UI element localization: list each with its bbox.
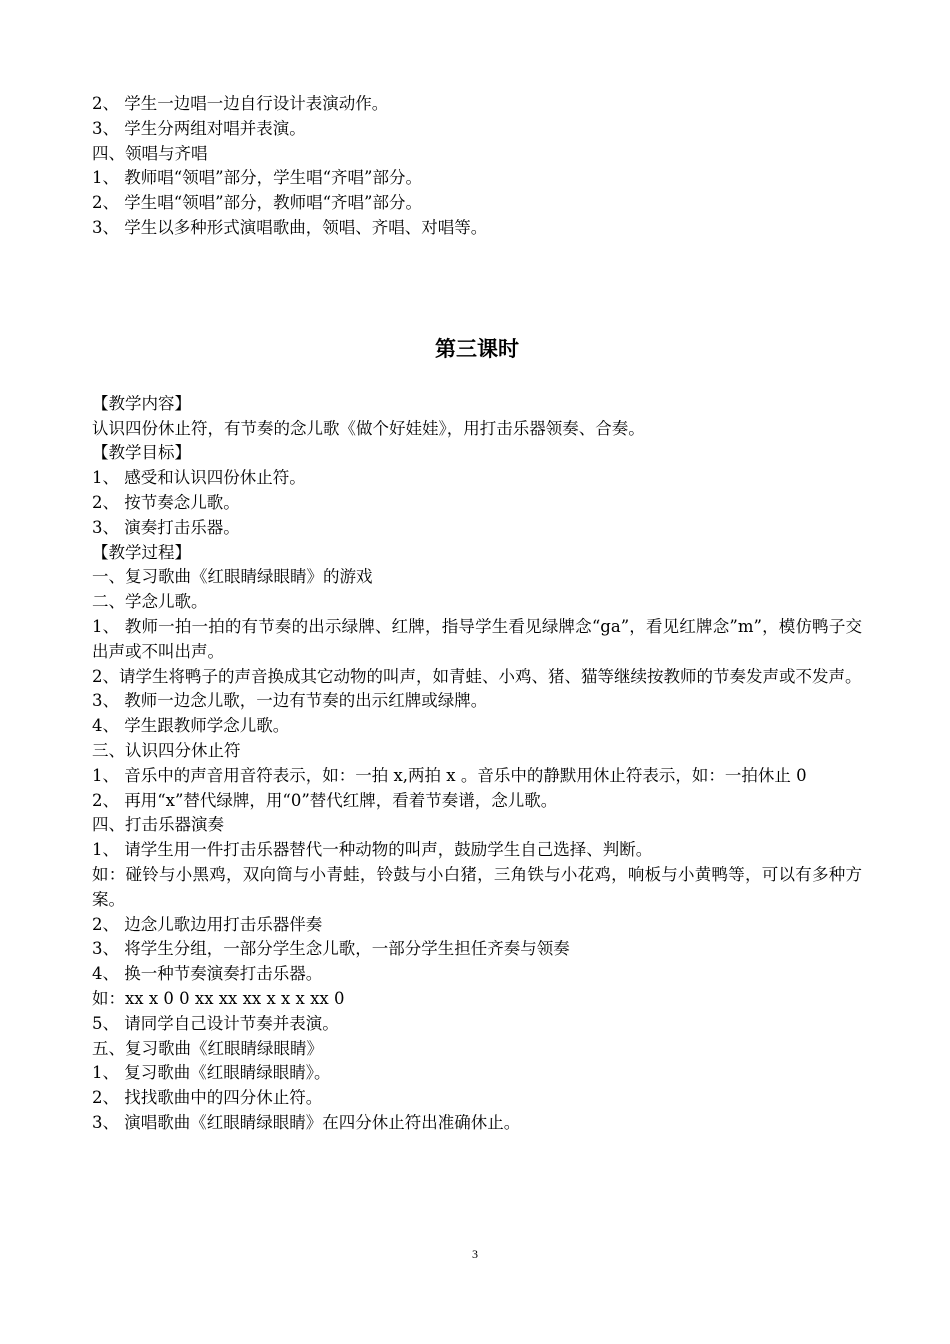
text-line: 1、 复习歌曲《红眼睛绿眼睛》。 [92, 1063, 331, 1083]
text-line: 2、 学生一边唱一边自行设计表演动作。 [92, 94, 389, 113]
text-paragraph: 1、 音乐中的声音用音符表示，如：一拍 x,两拍 x 。音乐中的静默用休止符表示，如：一拍休止 0 [92, 765, 807, 785]
text-line: 2、 再用“x”替代绿牌，用“0”替代红牌，看着节奏谱，念儿歌。 [92, 790, 558, 810]
text-line: 【教学目标】 [92, 443, 191, 463]
text-paragraph: 2、请学生将鸭子的声音换成其它动物的叫声，如青蛙、小鸡、猪、猫等继续按教师的节奏发声或不发声。 [92, 666, 862, 686]
text-line: 3、 教师一边念儿歌，一边有节奏的出示红牌或绿牌。 [92, 691, 488, 711]
text-line: 3、 演唱歌曲《红眼睛绿眼睛》在四分休止符出准确休止。 [92, 1112, 521, 1132]
text-line: 1、 请学生用一件打击乐器替代一种动物的叫声，鼓励学生自己选择、判断。 [92, 840, 653, 860]
text-line: 2、 找找歌曲中的四分休止符。 [92, 1088, 323, 1108]
text-line: 1、 教师唱“领唱”部分，学生唱“齐唱”部分。 [92, 168, 422, 188]
text-line: 五、复习歌曲《红眼睛绿眼睛》 [92, 1038, 323, 1058]
text-line: 3、 学生以多种形式演唱歌曲，领唱、齐唱、对唱等。 [92, 217, 488, 237]
text-line: 三、认识四分休止符 [92, 740, 241, 760]
text-line: 一、复习歌曲《红眼睛绿眼睛》的游戏 [92, 567, 373, 587]
text-line: 2、 边念儿歌边用打击乐器伴奏 [92, 914, 323, 934]
text-line: 5、 请同学自己设计节奏并表演。 [92, 1013, 339, 1033]
text-line: 3、 学生分两组对唱并表演。 [92, 118, 306, 138]
text-line: 2、 按节奏念儿歌。 [92, 492, 240, 512]
text-line: 四、领唱与齐唱 [92, 143, 208, 163]
text-line: 2、 学生唱“领唱”部分，教师唱“齐唱”部分。 [92, 193, 422, 213]
text-line: 【教学内容】 [92, 393, 191, 413]
spacer [92, 366, 862, 392]
text-paragraph: 如：碰铃与小黑鸡，双向筒与小青蛙，铃鼓与小白猪，三角铁与小花鸡，响板与小黄鸭等，可以有多种方案。 [92, 864, 862, 909]
document-body [92, 92, 862, 1136]
text-line: 如：xx x 0 0 xx xx xx x x x xx 0 [92, 988, 345, 1008]
text-line: 【教学过程】 [92, 542, 191, 562]
text-line: 四、打击乐器演奏 [92, 815, 224, 835]
page-number: 3 [472, 1247, 478, 1261]
text-line: 二、学念儿歌。 [92, 592, 208, 612]
text-line: 1、 感受和认识四份休止符。 [92, 468, 306, 488]
spacer [92, 241, 862, 332]
text-line: 4、 学生跟教师学念儿歌。 [92, 716, 290, 736]
text-line: 3、 将学生分组，一部分学生念儿歌，一部分学生担任齐奏与领奏 [92, 939, 570, 959]
text-line: 3、 演奏打击乐器。 [92, 517, 240, 537]
section-title: 第三课时 [435, 336, 519, 361]
text-paragraph: 1、 教师一拍一拍的有节奏的出示绿牌、红牌，指导学生看见绿牌念“ga”，看见红牌念”m”，模仿鸭子交出声或不叫出声。 [92, 616, 862, 661]
text-line: 4、 换一种节奏演奏打击乐器。 [92, 964, 323, 984]
text-line: 认识四份休止符，有节奏的念儿歌《做个好娃娃》，用打击乐器领奏、合奏。 [92, 418, 645, 438]
